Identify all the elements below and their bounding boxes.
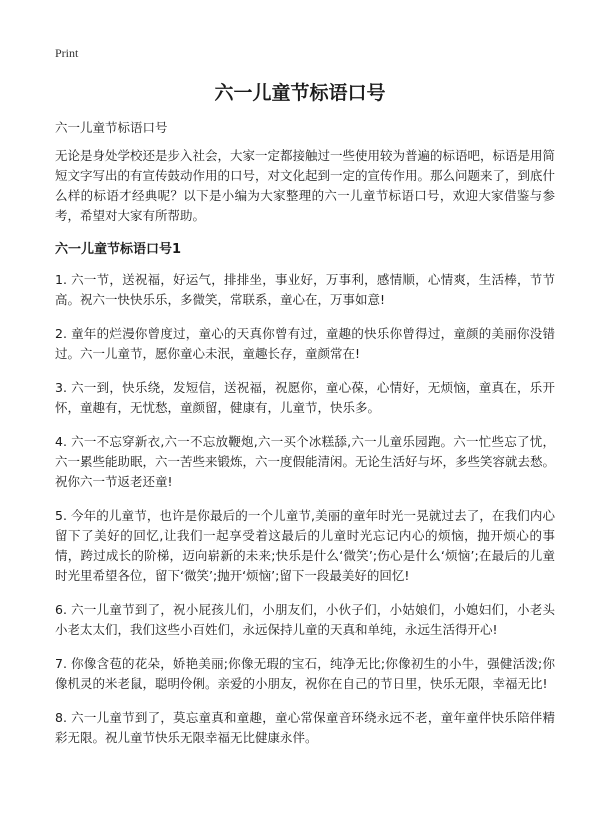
slogan-item-1: 1. 六一节，送祝福，好运气，排排坐，事业好，万事利，感情顺，心情爽，生活棒，节节高。祝六一快快乐乐，多微笑，常联系，童心在，万事如意! (55, 272, 555, 307)
slogan-item-8: 8. 六一儿童节到了，莫忘童真和童趣，童心常保童音环绕永远不老，童年童伴快乐陪伴精彩无限。祝儿童节快乐无限幸福无比健康永伴。 (55, 710, 555, 745)
article-body (55, 118, 555, 762)
slogan-item-6: 6. 六一儿童节到了，祝小屁孩儿们，小朋友们，小伙子们，小姑娘们，小媳妇们，小老头小老太太们，我们这些小百姓们，永远保持儿童的天真和单纯，永远生活得开心! (55, 602, 555, 637)
slogan-item-2: 2. 童年的烂漫你曾度过，童心的天真你曾有过，童趣的快乐你曾得过，童颜的美丽你没错过。六一儿童节，愿你童心未泯，童趣长存，童颜常在! (55, 326, 555, 361)
intro-paragraph: 无论是身处学校还是步入社会，大家一定都接触过一些使用较为普遍的标语吧，标语是用简短文字写出的有宣传鼓动作用的口号，对文化起到一定的宣传作用。那么问题来了，到底什么样的标语才经典呢？以下是小编为大家整理的六一儿童节标语口号，欢迎大家借鉴与参考，希望对大家有所帮助。 (55, 148, 556, 223)
slogan-item-4: 4. 六一不忘穿新衣,六一不忘放鞭炮,六一买个冰糕舔,六一儿童乐园跑。六一忙些忘了忧，六一累些能助眠，六一苦些来锻炼，六一度假能清闲。无论生活好与坏，多些笑容就去愁。祝你六一节返老还童! (55, 434, 556, 489)
slogan-item-3: 3. 六一到，快乐绕，发短信，送祝福，祝愿你，童心葆，心情好，无烦恼，童真在，乐开怀，童趣有，无忧愁，童颜留，健康有，儿童节，快乐多。 (55, 380, 555, 415)
article-subtitle: 六一儿童节标语口号 (55, 120, 168, 135)
slogan-item-7: 7. 你像含苞的花朵，娇艳美丽;你像无瑕的宝石，纯净无比;你像初生的小牛，强健活泼;你像机灵的米老鼠，聪明伶俐。亲爱的小朋友，祝你在自己的节日里，快乐无限，幸福无比! (55, 656, 555, 691)
print-link[interactable]: Print (55, 46, 79, 60)
section-heading: 六一儿童节标语口号1 (55, 242, 182, 257)
page-title: 六一儿童节标语口号 (214, 82, 386, 104)
slogan-item-5: 5. 今年的儿童节，也许是你最后的一个儿童节,美丽的童年时光一晃就过去了，在我们内心留下了美好的回忆,让我们一起享受着这最后的儿童时光忘记内心的烦恼，抛开烦心的事情，跨过成长的阶梯，迈向崭新的未来;快乐是什么‘微笑’;伤心是什么‘烦恼’;在最后的儿童时光里希望各位，留下‘微笑’;抛开‘烦恼’;留下一段最美好的回忆! (55, 508, 555, 583)
